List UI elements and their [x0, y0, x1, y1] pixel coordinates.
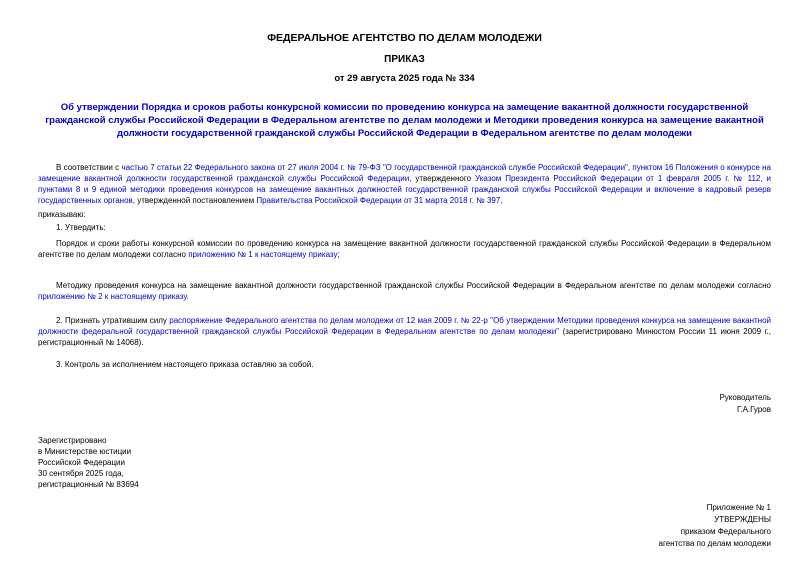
doc-link[interactable]: Указом Президента Российской Федерации от 1 февраля 2005 г. № 112, и пунктами 8 и 9 единой методики проведения конкурсов на замещение вакантных должностей государственной гражданской службы Российской Федерации и включение в кадровый резерв государственных органов, — [38, 174, 771, 205]
registration-line: Российской Федерации — [38, 458, 125, 467]
paragraph — [38, 238, 771, 260]
appendix-line: Приложение № 1 — [706, 503, 771, 512]
document-header — [38, 32, 771, 85]
doc-text: (зарегистрировано Минюстом России 11 июня 2009 г., регистрационный № 14068). — [38, 327, 772, 347]
doc-text: 3. Контроль за исполнением настоящего приказа оставляю за собой. — [56, 360, 314, 369]
registration-line: Зарегистрировано — [38, 436, 107, 445]
paragraph — [38, 280, 771, 302]
appendix-line: приказом Федерального — [680, 527, 771, 536]
doc-text: 2. Признать утратившим силу — [56, 316, 170, 325]
doc-text: приказываю: — [38, 210, 86, 219]
registration-block — [38, 435, 771, 490]
paragraph — [38, 162, 771, 206]
doc-text: Порядок и сроки работы конкурсной комиссии по проведению конкурса на замещение вакантной должности государственной гражданской службы Российской Федерации в Федеральном агентстве по делам молодежи согласно — [38, 239, 771, 259]
doc-text: В соответствии с — [56, 163, 122, 172]
appendix-line: агентства по делам молодежи — [658, 539, 771, 548]
appendix-line: УТВЕРЖДЕНЫ — [714, 515, 771, 524]
registration-line: 30 сентября 2025 года, — [38, 469, 124, 478]
doc-text: Методику проведения конкурса на замещение вакантной должности государственной гражданской службы Российской Федерации в Федеральном агентстве по делам молодежи согласно — [56, 281, 771, 290]
signatory-name: Г.А.Гуров — [737, 405, 771, 414]
doc-text: утвержденной постановлением — [137, 196, 257, 205]
registration-line: регистрационный № 83694 — [38, 480, 139, 489]
signatory-position: Руководитель — [719, 393, 771, 402]
document-type: ПРИКАЗ — [384, 54, 425, 65]
doc-link[interactable]: Правительства Российской Федерации от 31 марта 2018 г. № 397, — [256, 196, 503, 205]
doc-link[interactable]: частью 7 статьи 22 Федерального закона от 27 июля 2004 г. № 79-ФЗ "О государственной гражданской службе Российской Федерации", пунктом 16 Положения о конкурсе на замещение вакантной должности государственной гражданской службы Российской Федерации, — [38, 163, 771, 183]
document-date-number: от 29 августа 2025 года № 334 — [334, 73, 475, 84]
paragraph — [38, 315, 771, 348]
registration-line: в Министерстве юстиции — [38, 447, 132, 456]
paragraph — [38, 222, 771, 233]
doc-text: 1. Утвердить: — [56, 223, 106, 232]
doc-link[interactable]: приложению № 1 к настоящему приказу; — [188, 250, 340, 259]
paragraph — [38, 359, 771, 370]
agency-name: ФЕДЕРАЛЬНОЕ АГЕНТСТВО ПО ДЕЛАМ МОЛОДЕЖИ — [267, 32, 542, 44]
appendix-block — [38, 502, 771, 550]
document-title: Об утверждении Порядка и сроков работы конкурсной комиссии по проведению конкурса на замещение вакантной должности государственной гражданской службы Российской Федерации в Федеральном агентстве по делам молодежи и Методики проведения конкурса на замещение вакантной должности государственной гражданской службы Российской Федерации в Федеральном агентстве по делам молодежи — [45, 102, 764, 139]
document-body — [38, 162, 771, 370]
doc-text: утвержденного — [415, 174, 475, 183]
doc-link[interactable]: распоряжение Федерального агентства по делам молодежи от 12 мая 2009 г. № 22-р "Об утверждении Методики проведения конкурса на замещение вакантной должности федеральной государственной гражданской службы Российской Федерации в Федеральном агентстве по делам молодежи" — [38, 316, 772, 336]
signature-block — [38, 392, 771, 416]
doc-link[interactable]: приложению № 2 к настоящему приказу. — [38, 292, 189, 301]
paragraph — [38, 209, 771, 220]
